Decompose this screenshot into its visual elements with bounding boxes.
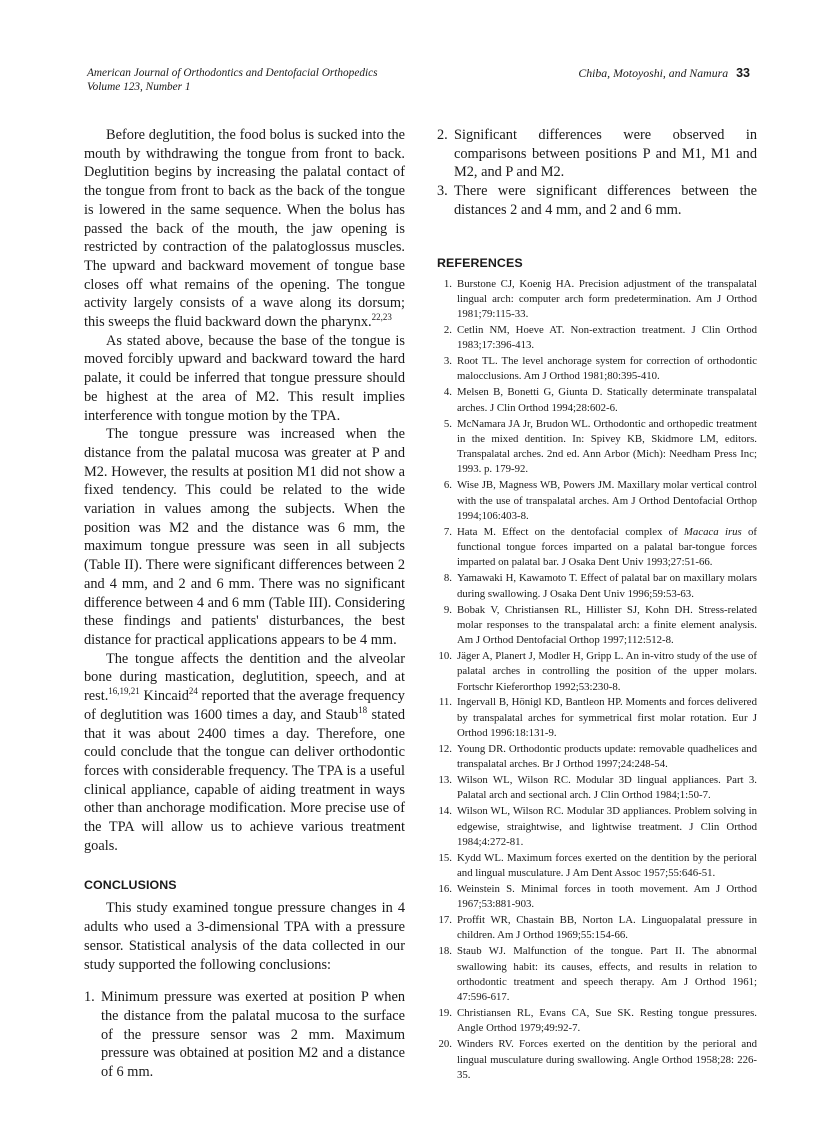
conclusions-list-continued: [437, 126, 757, 220]
running-header-left: [87, 66, 378, 94]
paragraph: The tongue pressure was increased when the distance from the palatal mucosa was greater at P and M2. However, the results at position M1 did not show a fixed tendency. This could be related to the wide variation in values among the subjects. When the position was M2 and the distance was 6 mm, the maximum tongue pressure was seen in all subjects (Table II). There were significant differences between 2 and 4 mm, and 2 and 6 mm. There was no significant difference between 4 and 6 mm (Table III). Considering these findings and patients' disturbances, the best distance for practical applications appears to be 4 mm.: [84, 426, 405, 648]
page-number: 33: [736, 66, 750, 80]
journal-title: American Journal of Orthodontics and Dentofacial Orthopedics: [87, 67, 378, 79]
reference-item: 10. Jäger A, Planert J, Modler H, Gripp L. An in-vitro study of the use of palatal arches in controlling the position of the upper molars. Fortschr Kieferorthop 1992;53:230-8.: [438, 649, 757, 693]
reference-item: 6. Wise JB, Magness WB, Powers JM. Maxillary molar vertical control with the use of transpalatal arches. Am J Orthod Dentofacial Orthop 1994;106:403-8.: [443, 479, 757, 522]
conclusions-heading: CONCLUSIONS: [84, 878, 177, 893]
paragraph: Before deglutition, the food bolus is sucked into the mouth by withdrawing the tongue from front to back. Deglutition begins by increasing the palatal contact of the tongue from front to back as the back of the tongue is lowered in the same sequence. When the bolus has passed the back of the mouth, the jaw opening is restricted by contraction of the palatoglossus muscles. The upward and backward movement of tongue base closes off what remains of the opening. The tongue activity largely consists of a wave along its dorsum; this sweeps the fluid backward down the pharynx.$^{22,23}$: [84, 127, 405, 331]
reference-item: 8. Yamawaki H, Kawamoto T. Effect of palatal bar on maxillary molars during swallowing. J Osaka Dent Univ 1996;59:53-63.: [443, 572, 757, 600]
reference-item: 4. Melsen B, Bonetti G, Giunta D. Statically determinate transpalatal arches. J Clin Orthod 1994;28:602-6.: [443, 386, 757, 414]
references-heading: REFERENCES: [437, 255, 523, 270]
left-column: [84, 126, 405, 1082]
reference-item: 11. Ingervall B, Hönigl KD, Bantleon HP. Moments and forces delivered by transpalatal arches for symmetrical first molar rotation. Eur J Orthod 1996:18:131-9.: [438, 696, 757, 740]
reference-item: 19. Christiansen RL, Evans CA, Sue SK. Resting tongue pressures. Angle Orthod 1979;49:92-7.: [438, 1007, 757, 1035]
reference-item: 2. Cetlin NM, Hoeve AT. Non-extraction treatment. J Clin Orthod 1983;17:396-413.: [443, 324, 757, 352]
journal-volume: Volume 123, Number 1: [87, 81, 191, 93]
conclusions-list: [84, 988, 405, 1082]
conclusion-item: 2. Significant differences were observed in comparisons between positions P and M1, M1 and M2, and P and M2.: [437, 127, 757, 181]
citation: 18: [358, 705, 368, 716]
running-header-right: [578, 66, 750, 81]
reference-item: 7. Hata M. Effect on the dentofacial complex of Macaca irus of functional tongue forces imparted on a palatal bar-tongue forces imparted on palatal bar. J Osaka Dent Univ 1993;27:51-66.: [443, 525, 757, 569]
reference-item: 13. Wilson WL, Wilson RC. Modular 3D lingual appliances. Part 3. Palatal arch and sectional arch. J Clin Orthod 1984;1:50-7.: [438, 774, 757, 802]
references-list: [437, 277, 757, 1084]
right-column: [437, 126, 757, 1084]
authors: Chiba, Motoyoshi, and Namura: [578, 66, 729, 80]
citation: 24: [188, 686, 198, 697]
citation: 16,19,21: [108, 686, 140, 697]
reference-item: 17. Proffit WR, Chastain BB, Norton LA. Linguopalatal pressure in children. Am J Orthod 1969;55:154-66.: [438, 914, 757, 942]
reference-item: 18. Staub WJ. Malfunction of the tongue. Part II. The abnormal swallowing habit: its causes, effects, and results in relation to orthodontic treatment and speech therapy. Am J Orthod 1961; 47:596-617.: [438, 945, 757, 1004]
paragraph: As stated above, because the base of the tongue is moved forcibly upward and backward toward the hard palate, it could be inferred that tongue pressure should be highest at the area of M2. This result implies interference with tongue motion by the TPA.: [84, 332, 405, 424]
reference-item: 15. Kydd WL. Maximum forces exerted on the dentition by the perioral and lingual musculature. J Am Dent Assoc 1957;55:646-51.: [438, 851, 757, 880]
conclusion-item: 3. There were significant differences between the distances 2 and 4 mm, and 2 and 6 mm.: [437, 183, 757, 218]
reference-item: 1. Burstone CJ, Koenig HA. Precision adjustment of the transpalatal lingual arch: computer arch form predetermination. Am J Orthod 1981;79:115-33.: [443, 277, 757, 321]
reference-item: 16. Weinstein S. Minimal forces in tooth movement. Am J Orthod 1967;53:881-903.: [438, 883, 757, 911]
reference-item: 12. Young DR. Orthodontic products update: removable quadhelices and transpalatal arches. Br J Orthod 1997;24:248-54.: [438, 742, 757, 771]
citation: 22,23: [371, 312, 392, 323]
conclusion-item: 1. Minimum pressure was exerted at position P when the distance from the palatal mucosa to the surface of the pressure sensor was 2 mm. Maximum pressure was obtained at position M2 and a distance of 6 mm.: [84, 989, 405, 1081]
paragraph: The tongue affects the dentition and the alveolar bone during mastication, deglutition, speech, and at rest.$^{16,19,21}$ Kincaid$^{24}$ reported that the average frequency of deglutition was 1600 times a day, and Staub$^{18}$ stated that it was about 2400 times a day. Therefore, one could conclude that the tongue can deliver orthodontic forces with considerable frequency. The TPA is a useful clinical appliance, capable of aiding treatment in ways other than anchorage modification. More precise use of the TPA will allow us to achieve various treatment goals.: [84, 650, 405, 854]
conclusions-intro: This study examined tongue pressure changes in 4 adults who used a 3-dimensional TPA with a pressure sensor. Statistical analysis of the data collected in our study supported the following conclusions:: [84, 900, 405, 973]
species-name: Macaca irus: [683, 525, 742, 538]
reference-item: 20. Winders RV. Forces exerted on the dentition by the perioral and lingual musculature during swallowing. Angle Orthod 1958;28: 226-35.: [438, 1038, 757, 1081]
reference-item: 14. Wilson WL, Wilson RC. Modular 3D appliances. Problem solving in edgewise, straightwise, and lightwise treatment. J Clin Orthod 1984;4:272-81.: [438, 805, 757, 848]
reference-item: 5. McNamara JA Jr, Brudon WL. Orthodontic and orthopedic treatment in the mixed dentition. In: Spivey KB, Skidmore LM, editors. Transpalatal arches. 2nd ed. Ann Arbor (Mich): Needham Press Inc; 1993. p. 179-92.: [443, 417, 757, 476]
reference-item: 3. Root TL. The level anchorage system for correction of orthodontic malocclusions. Am J Orthod 1981;80:395-410.: [443, 355, 757, 383]
reference-item: 9. Bobak V, Christiansen RL, Hillister SJ, Kohn DH. Stress-related molar responses to the transpalatal arch: a finite element analysis. Am J Orthod Dentofacial Orthop 1997;112:512-8.: [443, 603, 757, 647]
